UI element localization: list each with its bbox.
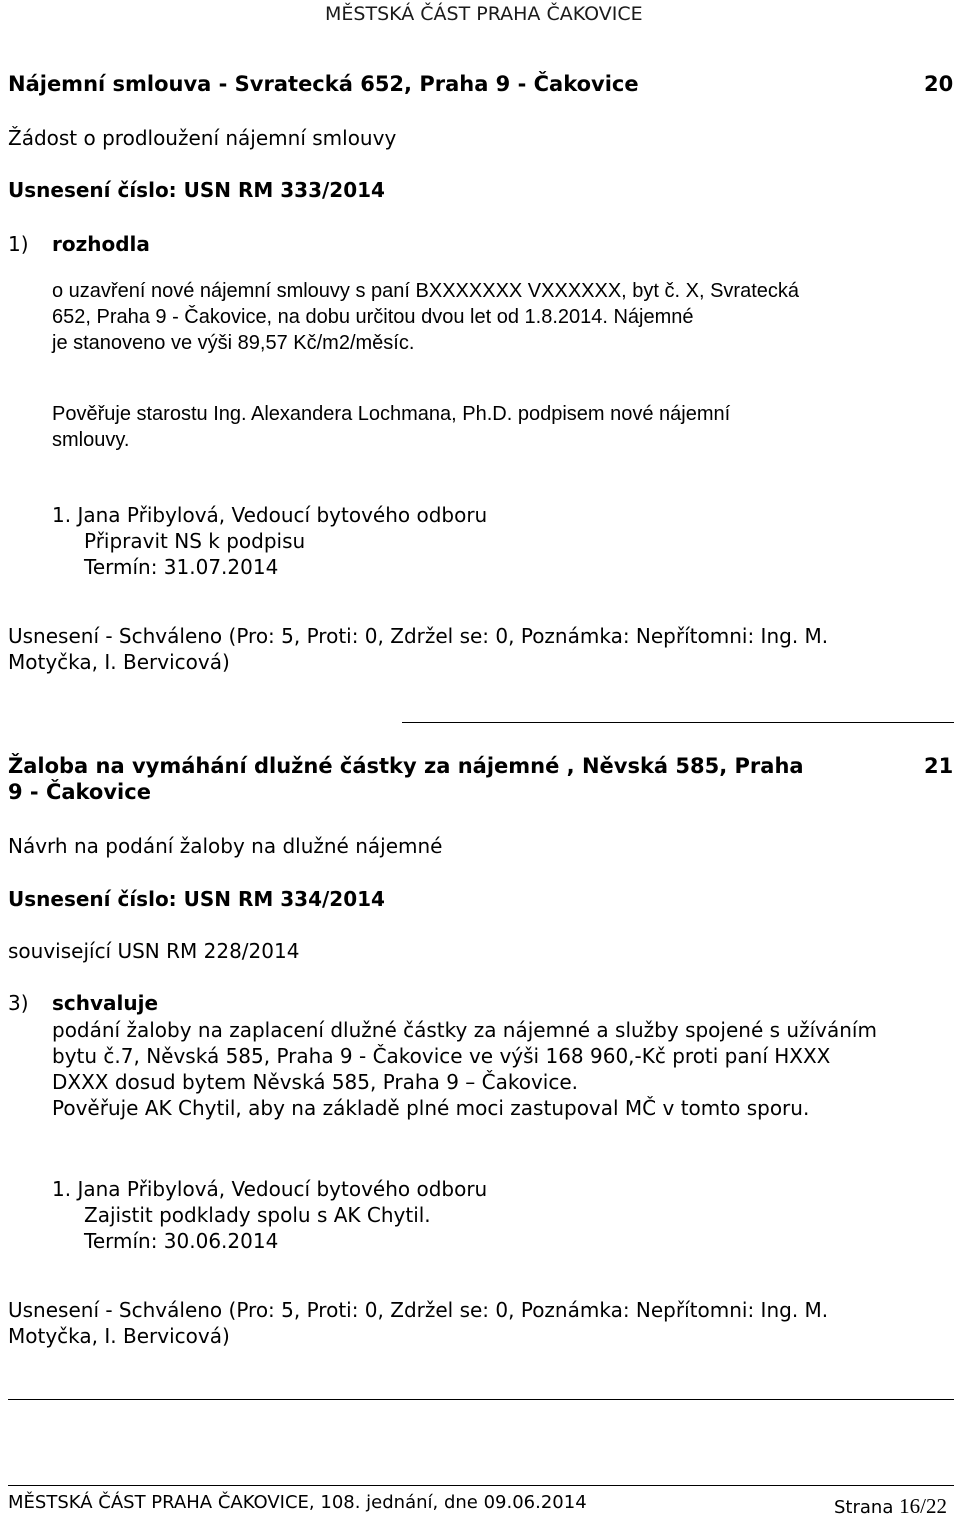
item-number: 20 <box>924 72 954 96</box>
page-total: 22 <box>925 1494 947 1518</box>
footer-divider <box>8 1485 954 1486</box>
resolution-text-line: bytu č.7, Něvská 585, Praha 9 - Čakovice ve výši 168 960,-Kč proti paní HXXX <box>52 1044 831 1068</box>
task-responsible: 1. Jana Přibylová, Vedoucí bytového odboru <box>52 503 488 527</box>
item-title: Nájemní smlouva - Svratecká 652, Praha 9 - Čakovice <box>8 72 639 96</box>
task-description: Připravit NS k podpisu <box>84 529 306 553</box>
item-title-line: Žaloba na vymáhání dlužné částky za nájemné , Něvská 585, Praha <box>8 754 804 778</box>
vote-result-cont: Motyčka, I. Bervicová) <box>8 650 230 674</box>
resolution-text-line: podání žaloby na zaplacení dlužné částky za nájemné a služby spojené s užíváním <box>52 1018 877 1042</box>
point-verb: rozhodla <box>52 232 150 256</box>
point-verb: schvaluje <box>52 991 159 1015</box>
item-subtitle: Žádost o prodloužení nájemní smlouvy <box>8 126 397 150</box>
task-responsible: 1. Jana Přibylová, Vedoucí bytového odboru <box>52 1177 488 1201</box>
related-resolution: související USN RM 228/2014 <box>8 939 300 963</box>
point-number: 3) <box>8 991 29 1015</box>
resolution-number: Usnesení číslo: USN RM 334/2014 <box>8 887 385 911</box>
page-label: Strana <box>834 1497 894 1518</box>
item-number: 21 <box>924 754 954 778</box>
section-divider <box>8 1399 954 1400</box>
item-subtitle: Návrh na podání žaloby na dlužné nájemné <box>8 834 443 858</box>
header-title: MĚSTSKÁ ČÁST PRAHA ČAKOVICE <box>325 3 643 25</box>
footer-page-number: Strana 16/22 <box>834 1494 947 1518</box>
vote-result: Usnesení - Schváleno (Pro: 5, Proti: 0, Zdržel se: 0, Poznámka: Nepřítomni: Ing. M. <box>8 624 829 648</box>
task-deadline: Termín: 31.07.2014 <box>84 555 279 579</box>
vote-result: Usnesení - Schváleno (Pro: 5, Proti: 0, Zdržel se: 0, Poznámka: Nepřítomni: Ing. M. <box>8 1298 829 1322</box>
authorization-text-line: Pověřuje starostu Ing. Alexandera Lochmana, Ph.D. podpisem nové nájemní <box>52 403 731 425</box>
resolution-text-line: o uzavření nové nájemní smlouvy s paní BXXXXXXX VXXXXXX, byt č. X, Svratecká <box>52 280 800 302</box>
section-divider <box>402 722 954 723</box>
resolution-text-line: Pověřuje AK Chytil, aby na základě plné moci zastupoval MČ v tomto sporu. <box>52 1096 810 1120</box>
item-title-line: 9 - Čakovice <box>8 780 151 804</box>
resolution-text-line: 652, Praha 9 - Čakovice, na dobu určitou dvou let od 1.8.2014. Nájemné <box>52 306 694 328</box>
task-deadline: Termín: 30.06.2014 <box>84 1229 279 1253</box>
task-description: Zajistit podklady spolu s AK Chytil. <box>84 1203 431 1227</box>
authorization-text-line: smlouvy. <box>52 429 130 451</box>
resolution-text-line: je stanoveno ve výši 89,57 Kč/m2/měsíc. <box>52 332 415 354</box>
point-number: 1) <box>8 232 29 256</box>
footer-meeting-info: MĚSTSKÁ ČÁST PRAHA ČAKOVICE, 108. jednání, dne 09.06.2014 <box>8 1492 587 1513</box>
vote-result-cont: Motyčka, I. Bervicová) <box>8 1324 230 1348</box>
resolution-text-line: DXXX dosud bytem Něvská 585, Praha 9 – Čakovice. <box>52 1070 579 1094</box>
page-current: 16 <box>899 1494 921 1518</box>
resolution-number: Usnesení číslo: USN RM 333/2014 <box>8 178 385 202</box>
